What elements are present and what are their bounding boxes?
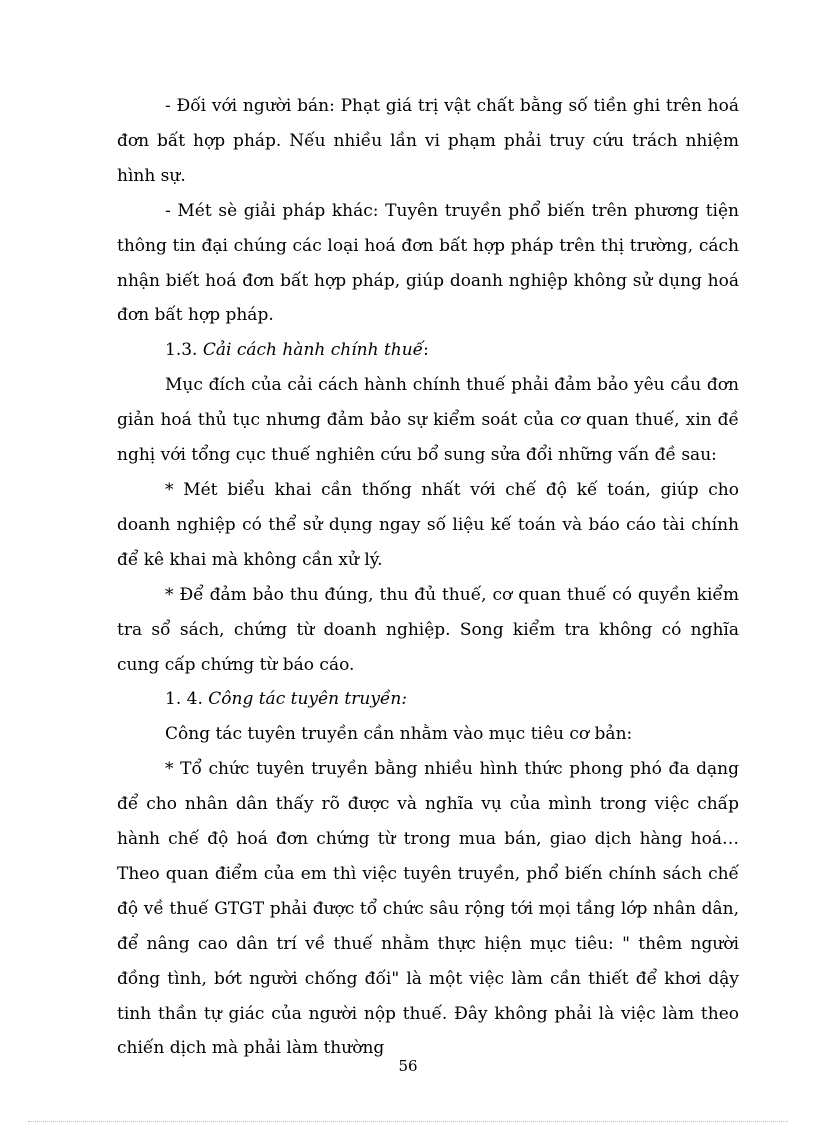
- paragraph-audit-rights: * Để đảm bảo thu đúng, thu đủ thuế, cơ quan thuế có quyền kiểm tra sổ sách, chứng từ doanh nghiệp. Song kiểm tra không có nghĩa cung cấp chứng từ báo cáo.: [117, 584, 739, 675]
- page-number: 56: [398, 1057, 418, 1075]
- paragraph-propaganda-goal: Công tác tuyên truyền cần nhằm vào mục tiêu cơ bản:: [165, 724, 633, 745]
- section-title: Công tác tuyên truyền:: [208, 689, 408, 710]
- body-text: [117, 89, 739, 1066]
- section-number: 1. 4.: [165, 689, 209, 710]
- footer-divider: [28, 1121, 788, 1122]
- paragraph-reform-purpose: Mục đích của cải cách hành chính thuế phải đảm bảo yêu cầu đơn giản hoá thủ tục nhưng đảm bảo sự kiểm soát của cơ quan thuế, xin đề nghị với tổng cục thuế nghiên cứu bổ sung sửa đổi những vấn đề sau:: [117, 375, 739, 466]
- section-title: Cải cách hành chính thuế: [202, 340, 424, 361]
- paragraph-propaganda-methods: * Tổ chức tuyên truyền bằng nhiều hình thức phong phó đa dạng để cho nhân dân thấy rõ được và nghĩa vụ của mình trong việc chấp hành chế độ hoá đơn chứng từ trong mua bán, giao dịch hàng hoá…Theo quan điểm của em thì việc tuyên truyền, phổ biến chính sách chế độ về thuế GTGT phải được tổ chức sâu rộng tới mọi tầng lớp nhân dân, để nâng cao dân trí về thuế nhằm thực hiện mục tiêu: " thêm người đồng tình, bớt người chống đối" là một việc làm cần thiết để khơi dậy tinh thần tự giác của người nộp thuế. Đây không phải là việc làm theo chiến dịch mà phải làm thường: [117, 759, 739, 1059]
- section-heading-1-3: [117, 333, 739, 368]
- paragraph-penalty-sellers: - Đối với người bán: Phạt giá trị vật chất bằng số tiền ghi trên hoá đơn bất hợp pháp. Nếu nhiều lần vi phạm phải truy cứu trách nhiệm hình sự.: [117, 96, 739, 186]
- section-heading-1-4: [117, 682, 739, 717]
- section-colon: :: [423, 340, 429, 361]
- paragraph-declaration-form: * Mét biểu khai cần thống nhất với chế độ kế toán, giúp cho doanh nghiệp có thể sử dụng ngay số liệu kế toán và báo cáo tài chính để kê khai mà không cần xử lý.: [117, 479, 739, 570]
- paragraph-other-solutions: - Mét sè giải pháp khác: Tuyên truyền phổ biến trên phương tiện thông tin đại chúng các loại hoá đơn bất hợp pháp trên thị trường, cách nhận biết hoá đơn bất hợp pháp, giúp doanh nghiệp không sử dụng hoá đơn bất hợp pháp.: [117, 200, 739, 326]
- section-number: 1.3.: [165, 340, 203, 361]
